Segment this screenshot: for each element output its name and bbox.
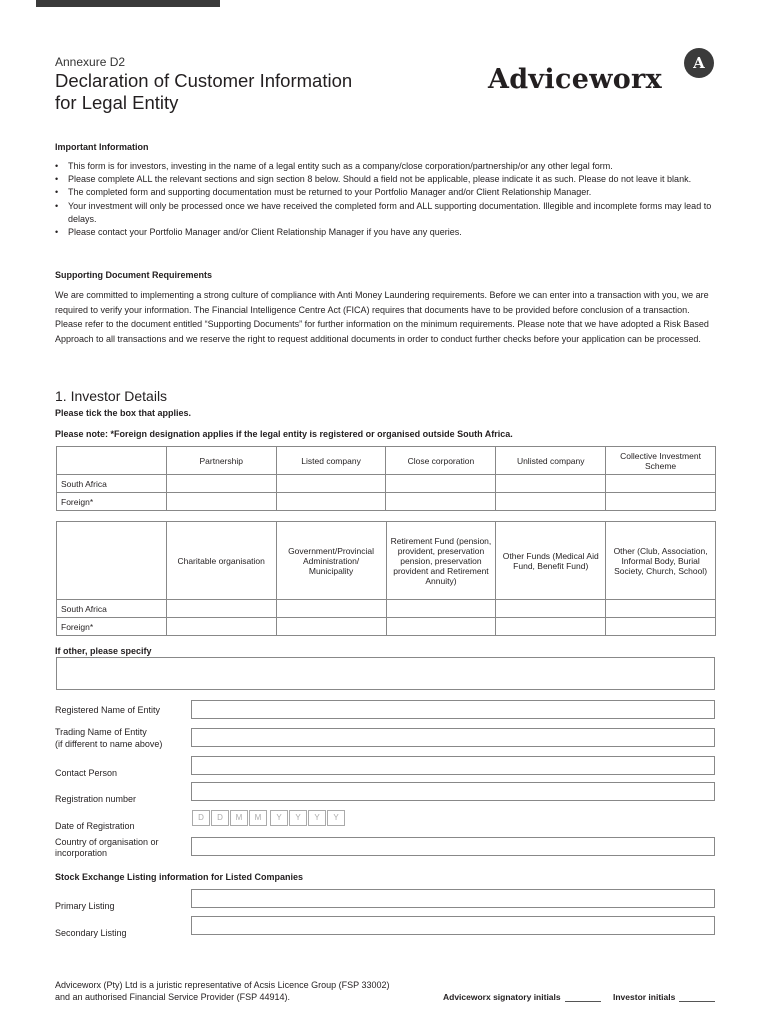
secondary-listing-input[interactable] bbox=[191, 916, 715, 935]
tick-box[interactable] bbox=[166, 618, 276, 636]
footer-disclaimer bbox=[55, 980, 389, 1003]
col-header-government: Government/Provincial Administration/ Municipality bbox=[276, 522, 386, 600]
registered-name-label: Registered Name of Entity bbox=[55, 705, 161, 715]
tick-instruction: Please tick the box that applies. bbox=[55, 408, 192, 418]
footer-line1: Adviceworx (Pty) Ltd is a juristic representative of Acsis Licence Group (FSP 33002) bbox=[55, 980, 390, 990]
country-label-line1: Country of organisation or bbox=[55, 837, 159, 847]
registered-name-input[interactable] bbox=[191, 700, 715, 719]
important-bullet: • This form is for investors, investing in the name of a legal entity such as a company/close corporation/partnership/or any other legal form. bbox=[55, 160, 715, 173]
supporting-heading: Supporting Document Requirements bbox=[55, 270, 213, 280]
important-bullet: • Please contact your Portfolio Manager and/or Client Relationship Manager if you have any queries. bbox=[55, 226, 715, 239]
trading-name-label-line2: (if different to name above) bbox=[55, 739, 163, 749]
col-header-other-funds: Other Funds (Medical Aid Fund, Benefit Fund) bbox=[496, 522, 606, 600]
registration-number-label: Registration number bbox=[55, 794, 137, 804]
entity-type-table-2 bbox=[56, 521, 716, 636]
investor-initials-line[interactable] bbox=[679, 1001, 715, 1002]
date-day-box[interactable]: D bbox=[211, 810, 229, 826]
header-blank-cell bbox=[57, 522, 167, 600]
contact-person-input[interactable] bbox=[191, 756, 715, 775]
investor-initials-label: Investor initials bbox=[613, 992, 676, 1002]
important-bullet: • Your investment will only be processed once we have received the completed form and ALL supporting documentation. Illegible and incomplete forms may lead to delays. bbox=[55, 200, 715, 226]
important-heading: Important Information bbox=[55, 142, 149, 152]
section-1-title: 1. Investor Details bbox=[55, 388, 168, 404]
adviceworx-initials-line[interactable] bbox=[565, 1001, 601, 1002]
important-bullet: • Please complete ALL the relevant sections and sign section 8 below. Should a field not be applicable, please indicate it as such. Please do not leave it blank. bbox=[55, 173, 715, 186]
tick-box[interactable] bbox=[166, 493, 276, 511]
page-title-line1: Declaration of Customer Information bbox=[55, 70, 353, 91]
tick-box[interactable] bbox=[276, 493, 386, 511]
col-header-retirement-fund: Retirement Fund (pension, provident, preservation pension, preservation provident and Retirement Annuity) bbox=[386, 522, 496, 600]
tick-box[interactable] bbox=[606, 493, 716, 511]
investor-initials-field bbox=[613, 992, 715, 1002]
date-year-box[interactable]: Y bbox=[270, 810, 288, 826]
tick-box[interactable] bbox=[166, 600, 276, 618]
page-title-line2: for Legal Entity bbox=[55, 92, 179, 113]
contact-person-label: Contact Person bbox=[55, 768, 118, 778]
logo-wordmark: Adviceworx bbox=[488, 64, 662, 95]
tick-box[interactable] bbox=[386, 475, 496, 493]
top-decorative-bar bbox=[36, 0, 220, 7]
other-specify-input[interactable] bbox=[56, 657, 715, 690]
date-year-box[interactable]: Y bbox=[308, 810, 326, 826]
country-label-line2: incorporation bbox=[55, 848, 108, 858]
page-title bbox=[55, 70, 352, 114]
tick-box[interactable] bbox=[166, 475, 276, 493]
tick-box[interactable] bbox=[276, 475, 386, 493]
footer-line2: and an authorised Financial Service Provider (FSP 44914). bbox=[55, 991, 290, 1002]
important-list bbox=[55, 160, 715, 239]
primary-listing-label: Primary Listing bbox=[55, 901, 115, 911]
date-month-box[interactable]: M bbox=[249, 810, 267, 826]
col-header-other: Other (Club, Association, Informal Body, Burial Society, Church, School) bbox=[606, 522, 716, 600]
tick-box[interactable] bbox=[386, 618, 496, 636]
row-label-foreign: Foreign* bbox=[57, 618, 167, 636]
row-label-south-africa: South Africa bbox=[57, 475, 167, 493]
date-of-registration-label: Date of Registration bbox=[55, 821, 135, 831]
col-header-charitable-organisation: Charitable organisation bbox=[166, 522, 276, 600]
tick-box[interactable] bbox=[496, 493, 606, 511]
adviceworx-initials-label: Adviceworx signatory initials bbox=[443, 992, 561, 1002]
col-header-close-corporation: Close corporation bbox=[386, 447, 496, 475]
tick-box[interactable] bbox=[496, 475, 606, 493]
tick-box[interactable] bbox=[496, 600, 606, 618]
annexure-label: Annexure D2 bbox=[55, 55, 126, 69]
tick-box[interactable] bbox=[276, 618, 386, 636]
other-specify-label: If other, please specify bbox=[55, 646, 152, 656]
trading-name-label-line1: Trading Name of Entity bbox=[55, 727, 147, 737]
country-label bbox=[55, 837, 159, 859]
tick-box[interactable] bbox=[606, 475, 716, 493]
primary-listing-input[interactable] bbox=[191, 889, 715, 908]
row-label-foreign: Foreign* bbox=[57, 493, 167, 511]
date-month-box[interactable]: M bbox=[230, 810, 248, 826]
header-blank-cell bbox=[57, 447, 167, 475]
logo-badge-icon: A bbox=[684, 48, 714, 78]
tick-box[interactable] bbox=[606, 600, 716, 618]
foreign-note: Please note: *Foreign designation applies if the legal entity is registered or organised outside South Africa. bbox=[55, 429, 513, 439]
date-day-box[interactable]: D bbox=[192, 810, 210, 826]
col-header-partnership: Partnership bbox=[166, 447, 276, 475]
secondary-listing-label: Secondary Listing bbox=[55, 928, 127, 938]
col-header-collective-investment-scheme: Collective Investment Scheme bbox=[606, 447, 716, 475]
tick-box[interactable] bbox=[606, 618, 716, 636]
col-header-unlisted-company: Unlisted company bbox=[496, 447, 606, 475]
entity-type-table-1 bbox=[56, 446, 716, 511]
date-year-box[interactable]: Y bbox=[327, 810, 345, 826]
tick-box[interactable] bbox=[386, 600, 496, 618]
listing-heading: Stock Exchange Listing information for Listed Companies bbox=[55, 872, 304, 882]
tick-box[interactable] bbox=[496, 618, 606, 636]
adviceworx-initials-field bbox=[443, 992, 601, 1002]
tick-box[interactable] bbox=[386, 493, 496, 511]
trading-name-label bbox=[55, 726, 162, 750]
tick-box[interactable] bbox=[276, 600, 386, 618]
supporting-paragraph: We are committed to implementing a strong culture of compliance with Anti Money Laundering requirements. Before we can enter into a transaction with you, we are required to verify your information. The Financial Intelligence Centre Act (FICA) requires that documents have to be provided before conclusion of a transaction. Please refer to the document entitled “Supporting Documents” for further information on the minimum requirements. Please note that we have adopted a Risk Based Approach to all transactions and we reserve the right to request additional documents in order to conduct further checks before your application can be processed. bbox=[55, 290, 709, 344]
important-bullet: • The completed form and supporting documentation must be returned to your Portfolio Manager and/or Client Relationship Manager. bbox=[55, 186, 715, 199]
trading-name-input[interactable] bbox=[191, 728, 715, 747]
date-year-box[interactable]: Y bbox=[289, 810, 307, 826]
row-label-south-africa: South Africa bbox=[57, 600, 167, 618]
country-input[interactable] bbox=[191, 837, 715, 856]
registration-number-input[interactable] bbox=[191, 782, 715, 801]
adviceworx-logo bbox=[488, 44, 720, 100]
col-header-listed-company: Listed company bbox=[276, 447, 386, 475]
